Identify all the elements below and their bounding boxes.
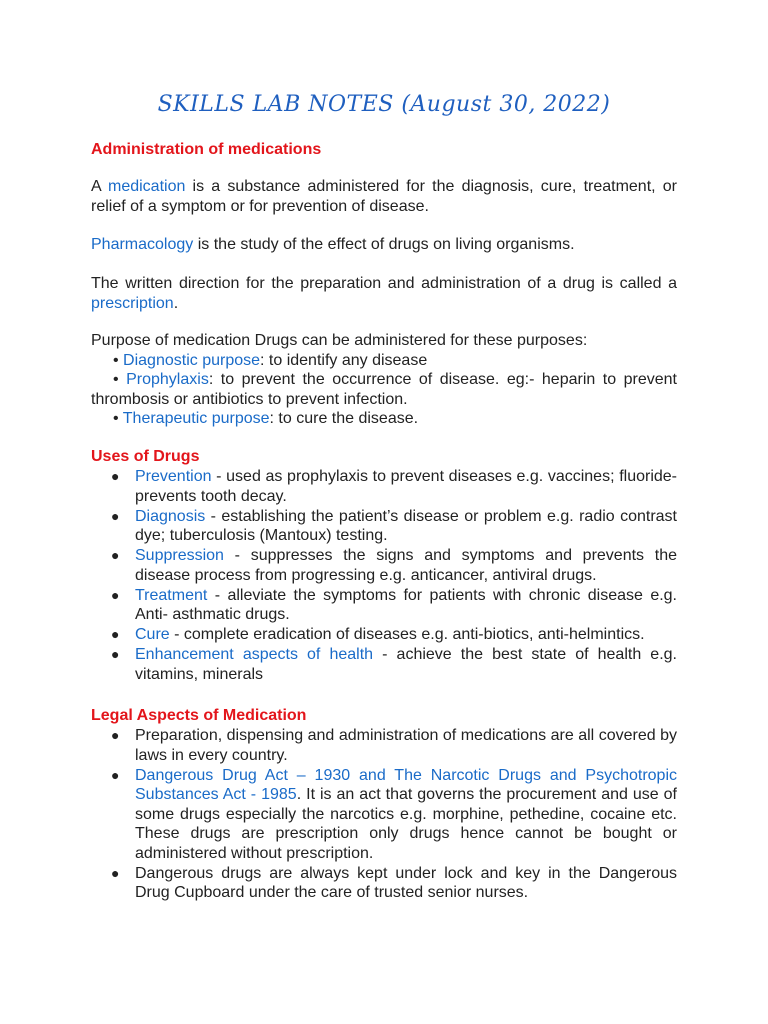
heading-uses-of-drugs: Uses of Drugs	[91, 448, 200, 465]
text: . It is an act that governs the procurement and use of some drugs especially the narcotics e.g. morphine, pethedine, cocaine etc. These drugs are prescription only drugs hence cannot be bought or administered without prescription.	[135, 786, 677, 862]
term-pharmacology: Pharmacology	[91, 236, 194, 253]
purpose-item	[91, 409, 677, 429]
bullet-icon: ●	[111, 727, 120, 743]
text: : to prevent the occurrence of disease. eg:- heparin to prevent thrombosis or antibiotics to prevent infection.	[91, 371, 678, 408]
list-item	[91, 766, 677, 864]
bullet-icon: ●	[111, 468, 120, 484]
uses-of-drugs-list	[91, 467, 677, 685]
term-cure: Cure	[135, 626, 170, 643]
term-medication: medication	[107, 178, 186, 195]
bullet-icon: ●	[111, 766, 120, 783]
bullet-icon: ●	[111, 646, 120, 662]
text: - suppresses the signs and symptoms and prevents the disease process from progressing e.g. anticancer, antiviral drugs.	[135, 547, 677, 584]
list-item	[91, 864, 677, 903]
text: - establishing the patient’s disease or problem e.g. radio contrast dye; tuberculosis (Mantoux) testing.	[135, 507, 677, 544]
text: is the study of the effect of drugs on living organisms.	[193, 236, 575, 253]
text: The written direction for the preparation and administration of a drug is called a	[91, 275, 677, 292]
bullet-icon: •	[113, 351, 124, 369]
paragraph-purpose-of-medication	[91, 331, 677, 429]
list-item	[91, 645, 677, 684]
text: Dangerous drugs are always kept under lock and key in the Dangerous Drug Cupboard under the care of trusted senior nurses.	[135, 864, 677, 901]
text: : to cure the disease.	[269, 410, 419, 427]
list-item	[91, 467, 677, 506]
bullet-icon: •	[113, 371, 127, 388]
list-item	[91, 546, 677, 585]
text: is a substance administered for the diagnosis, cure, treatment, or relief of a symptom or for prevention of disease.	[91, 178, 678, 215]
text: - achieve the best state of health e.g. vitamins, minerals	[135, 646, 677, 683]
list-item	[91, 507, 677, 546]
text: - used as prophylaxis to prevent diseases e.g. vaccines; fluoride-prevents tooth decay.	[135, 468, 677, 505]
text: Preparation, dispensing and administration of medications are all covered by laws in every country.	[135, 727, 677, 764]
term-enhancement-aspects-of-health: Enhancement aspects of health	[135, 646, 374, 663]
heading-administration-of-medications: Administration of medications	[91, 141, 322, 158]
term-suppression: Suppression	[135, 547, 224, 564]
purpose-item	[91, 370, 677, 409]
bullet-icon: ●	[111, 864, 120, 881]
bullet-icon: ●	[111, 586, 120, 603]
bullet-icon: ●	[111, 626, 120, 642]
bullet-icon: ●	[111, 507, 120, 524]
bullet-icon: ●	[111, 547, 120, 563]
paragraph-prescription-definition	[91, 274, 677, 313]
purpose-item	[91, 351, 677, 371]
term-prophylaxis: Prophylaxis	[126, 371, 209, 388]
paragraph-pharmacology-definition	[91, 235, 677, 255]
list-item	[91, 726, 677, 765]
term-prevention: Prevention	[135, 468, 212, 485]
document-title: SKILLS LAB NOTES (August 30, 2022)	[157, 92, 611, 117]
term-diagnostic-purpose: Diagnostic purpose	[123, 351, 261, 369]
text: .	[173, 294, 179, 312]
list-item	[91, 586, 677, 625]
paragraph-medication-definition	[91, 177, 677, 216]
legal-aspects-list	[91, 726, 677, 903]
text: : to identify any disease	[260, 351, 428, 369]
term-therapeutic-purpose: Therapeutic purpose	[122, 410, 270, 427]
heading-legal-aspects-of-medication: Legal Aspects of Medication	[91, 707, 307, 724]
purpose-intro: Purpose of medication Drugs can be administered for these purposes:	[91, 332, 588, 349]
term-diagnosis: Diagnosis	[135, 507, 206, 525]
text: - alleviate the symptoms for patients with chronic disease e.g. Anti- asthmatic drugs.	[135, 586, 677, 623]
term-prescription: prescription	[91, 294, 174, 312]
term-dangerous-drug-act: Dangerous Drug Act – 1930 and The Narcotic Drugs and Psychotropic Substances Act - 1985	[135, 766, 677, 803]
text: A	[91, 178, 108, 195]
term-treatment: Treatment	[135, 586, 208, 604]
bullet-icon: •	[113, 410, 123, 427]
text: - complete eradication of diseases e.g. anti-biotics, anti-helmintics.	[169, 626, 645, 643]
list-item	[91, 625, 677, 645]
